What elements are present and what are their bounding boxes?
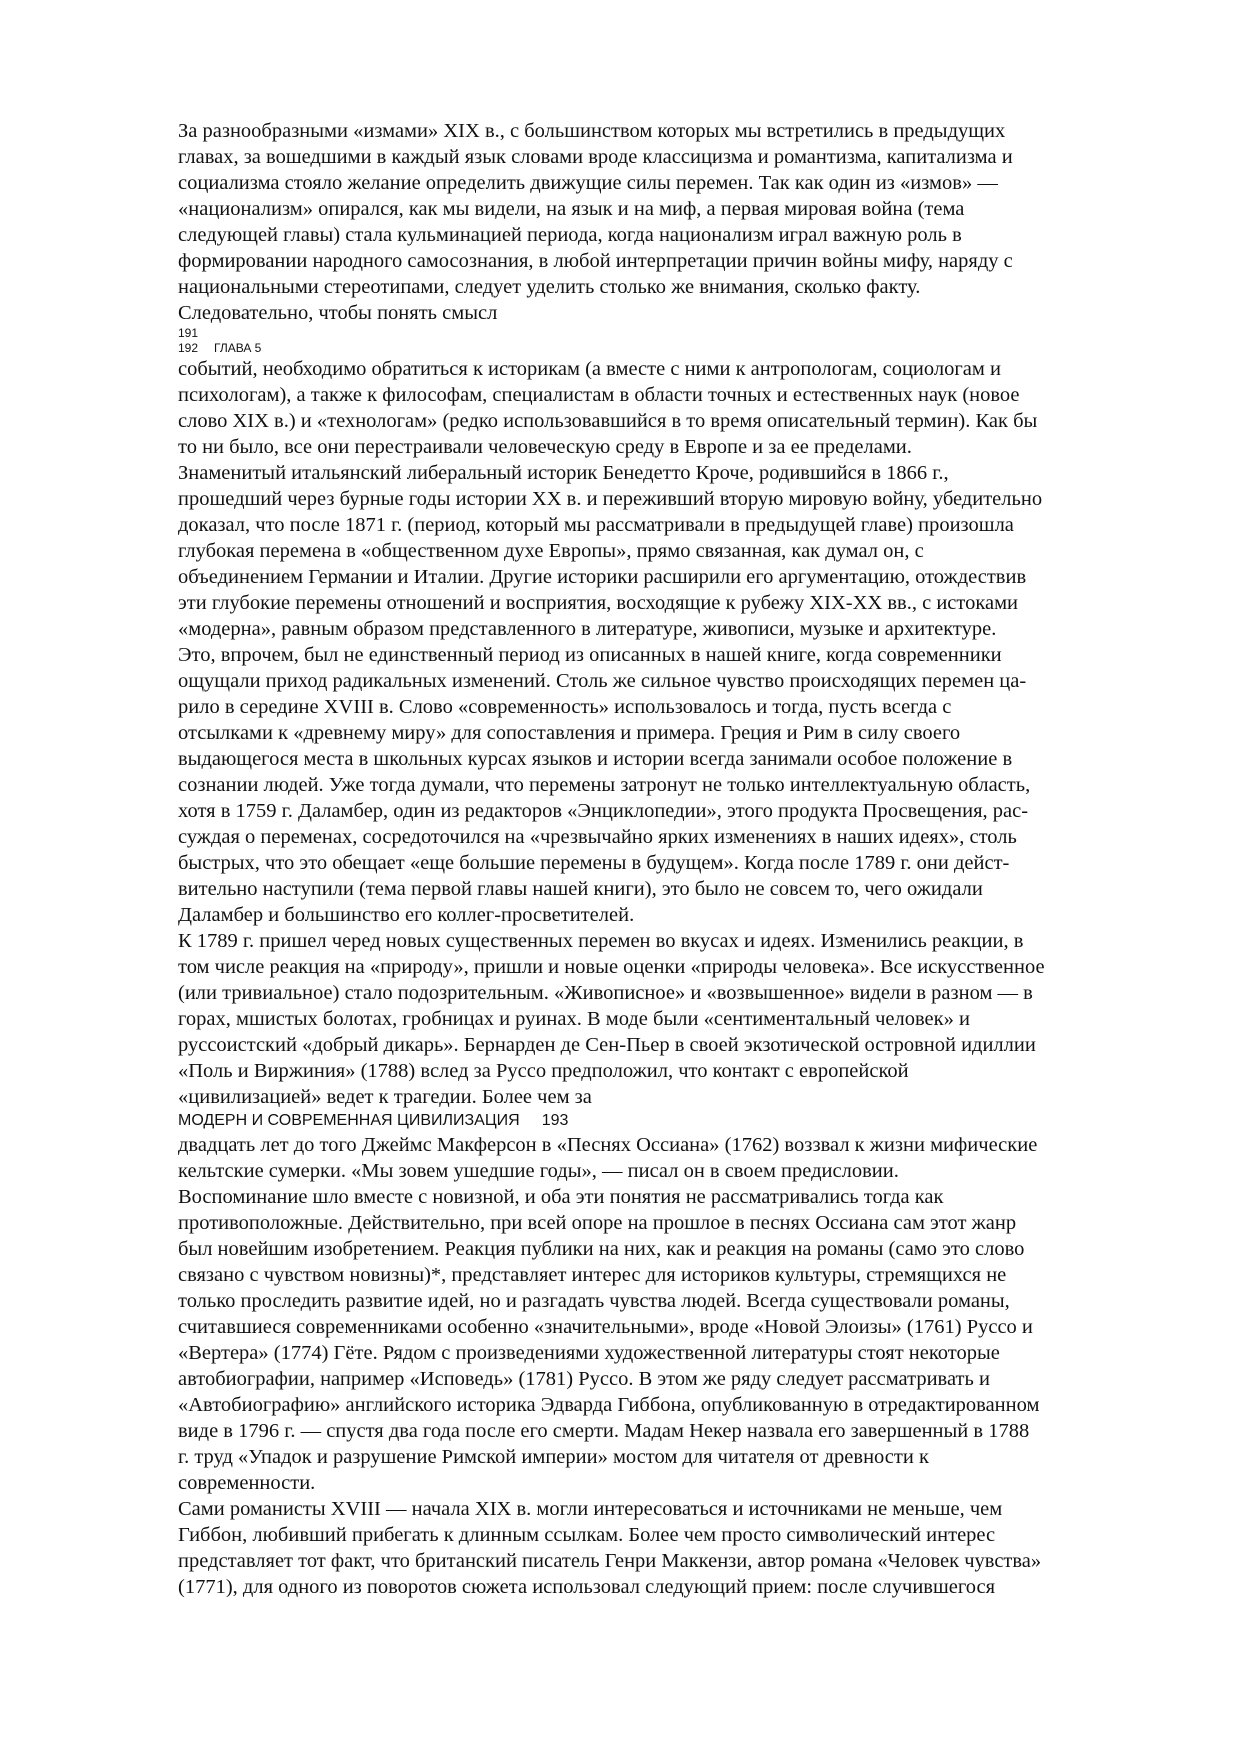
text-line: глубокая перемена в «общественном духе Европы», прямо связанная, как думал он, с xyxy=(178,540,924,562)
text-line: том числе реакция на «природу», пришли и новые оценки «природы человека». Все искусственное xyxy=(178,956,1045,978)
text-line: был новейшим изобретением. Реакция публики на них, как и реакция на романы (само это слово xyxy=(178,1238,1025,1260)
running-head-page-number: 193 xyxy=(541,1112,569,1129)
text-line: эти глубокие перемены отношений и восприятия, восходящие к рубежу XIX-XX вв., с истоками xyxy=(178,592,1019,614)
text-line: социализма стояло желание определить движущие силы перемен. Так как один из «измов» — xyxy=(178,172,998,194)
running-head-title: МОДЕРН И СОВРЕМЕННАЯ ЦИВИЛИЗАЦИЯ xyxy=(178,1112,520,1129)
text-line: следующей главы) стала кульминацией периода, когда национализм играл важную роль в xyxy=(178,224,962,246)
text-line: г. труд «Упадок и разрушение Римской империи» мостом для читателя от древности к xyxy=(178,1446,929,1468)
text-line: главах, за вошедшими в каждый язык словами вроде классицизма и романтизма, капитализма и xyxy=(178,146,1013,168)
text-line: современности. xyxy=(178,1472,316,1494)
text-line: Знаменитый итальянский либеральный историк Бенедетто Кроче, родившийся в 1866 г., xyxy=(178,462,949,484)
text-line: горах, мшистых болотах, гробницах и руинах. В моде были «сентиментальный человек» и xyxy=(178,1008,970,1030)
running-head-left xyxy=(178,341,1133,356)
text-line: ощущали приход радикальных изменений. Столь же сильное чувство происходящих перемен ца- xyxy=(178,670,1027,692)
text-line: быстрых, что это обещает «еще большие перемены в будущем». Когда после 1789 г. они дейст- xyxy=(178,852,1010,874)
text-line: «Автобиографию» английского историка Эдварда Гиббона, опубликованную в отредактированном xyxy=(178,1394,1040,1416)
text-line: событий, необходимо обратиться к историкам (а вместе с ними к антропологам, социологам и xyxy=(178,358,1001,380)
running-head-right xyxy=(178,1110,1133,1132)
text-line: слово XIX в.) и «технологам» (редко использовавшийся в то время описательный термин). Как бы xyxy=(178,410,1038,432)
text-line: За разнообразными «измами» XIX в., с большинством которых мы встретились в предыдущих xyxy=(178,120,1006,142)
running-head-page-number: 192 xyxy=(178,341,199,355)
text-line: доказал, что после 1871 г. (период, который мы рассматривали в предыдущей главе) произошла xyxy=(178,514,1014,536)
text-line: «Вертера» (1774) Гёте. Рядом с произведениями художественной литературы стоят некоторые xyxy=(178,1342,1000,1364)
running-head-chapter: ГЛАВА 5 xyxy=(214,341,262,355)
text-line: сознании людей. Уже тогда думали, что перемены затронут не только интеллектуальную область, xyxy=(178,774,1031,796)
text-line: считавшиеся современниками особенно «значительными», вроде «Новой Элоизы» (1761) Руссо и xyxy=(178,1316,1033,1338)
text-line: суждая о переменах, сосредоточился на «чрезвычайно ярких изменениях в наших идеях», столь xyxy=(178,826,1017,848)
text-line: руссоистский «добрый дикарь». Бернарден де Сен-Пьер в своей экзотической островной идиллии xyxy=(178,1034,1036,1056)
text-line: Это, впрочем, был не единственный период из описанных в нашей книге, когда современники xyxy=(178,644,1002,666)
text-line: выдающегося места в школьных курсах языков и истории всегда занимали особое положение в xyxy=(178,748,1013,770)
text-line: рило в середине XVIII в. Слово «современность» использовалось и тогда, пусть всегда с xyxy=(178,696,952,718)
text-line: (или тривиальное) стало подозрительным. «Живописное» и «возвышенное» видели в разном — в xyxy=(178,982,1033,1004)
text-line: то ни было, все они перестраивали человеческую среду в Европе и за ее пределами. xyxy=(178,436,912,458)
text-line: представляет тот факт, что британский писатель Генри Маккензи, автор романа «Человек чувства» xyxy=(178,1550,1042,1572)
text-line: «цивилизацией» ведет к трагедии. Более чем за xyxy=(178,1086,592,1108)
text-line: вительно наступили (тема первой главы нашей книги), это было не совсем то, чего ожидали xyxy=(178,878,983,900)
text-line: противоположные. Действительно, при всей опоре на прошлое в песнях Оссиана сам этот жанр xyxy=(178,1212,1017,1234)
text-line: прошедший через бурные годы истории XX в. и переживший вторую мировую войну, убедительно xyxy=(178,488,1043,510)
text-line: Сами романисты XVIII — начала XIX в. могли интересоваться и источниками не меньше, чем xyxy=(178,1498,1003,1520)
text-line: виде в 1796 г. — спустя два года после его смерти. Мадам Некер назвала его завершенный в 1788 xyxy=(178,1420,1030,1442)
text-line: Гиббон, любивший прибегать к длинным ссылкам. Более чем просто символический интерес xyxy=(178,1524,996,1546)
text-line: «национализм» опирался, как мы видели, на язык и на миф, а первая мировая война (тема xyxy=(178,198,965,220)
book-page xyxy=(178,118,1133,1600)
text-line: «Поль и Виржиния» (1788) вслед за Руссо предположил, что контакт с европейской xyxy=(178,1060,909,1082)
text-line: национальными стереотипами, следует уделить столько же внимания, сколько факту. xyxy=(178,276,921,298)
text-block-2 xyxy=(178,356,1133,1110)
page-number: 191 xyxy=(178,326,199,340)
text-line: хотя в 1759 г. Даламбер, один из редакторов «Энциклопедии», этого продукта Просвещения, рас- xyxy=(178,800,1029,822)
text-block-3 xyxy=(178,1132,1133,1600)
text-line: кельтские сумерки. «Мы зовем ушедшие годы», — писал он в своем предисловии. xyxy=(178,1160,899,1182)
text-line: отсылками к «древнему миру» для сопоставления и примера. Греция и Рим в силу своего xyxy=(178,722,961,744)
text-line: связано с чувством новизны)*, представляет интерес для историков культуры, стремящихся не xyxy=(178,1264,1007,1286)
text-line: объединением Германии и Италии. Другие историки расширили его аргументацию, отождествив xyxy=(178,566,1027,588)
text-line: формировании народного самосознания, в любой интерпретации причин войны мифу, наряду с xyxy=(178,250,1013,272)
text-line: психологам), а также к философам, специалистам в области точных и естественных наук (новое xyxy=(178,384,1020,406)
text-line: (1771), для одного из поворотов сюжета использовал следующий прием: после случившегося xyxy=(178,1576,996,1598)
text-line: Воспоминание шло вместе с новизной, и оба эти понятия не рассматривались тогда как xyxy=(178,1186,944,1208)
text-line: только проследить развитие идей, но и разгадать чувства людей. Всегда существовали романы, xyxy=(178,1290,1010,1312)
text-line: К 1789 г. пришел черед новых существенных перемен во вкусах и идеях. Изменились реакции, в xyxy=(178,930,1024,952)
text-line: Следовательно, чтобы понять смысл xyxy=(178,302,498,324)
text-block-1 xyxy=(178,118,1133,326)
text-line: автобиографии, например «Исповедь» (1781) Руссо. В этом же ряду следует рассматривать и xyxy=(178,1368,990,1390)
text-line: двадцать лет до того Джеймс Макферсон в «Песнях Оссиана» (1762) воззвал к жизни мифические xyxy=(178,1134,1038,1156)
text-line: Даламбер и большинство его коллег-просветителей. xyxy=(178,904,635,926)
text-line: «модерна», равным образом представленного в литературе, живописи, музыке и архитектуре. xyxy=(178,618,997,640)
